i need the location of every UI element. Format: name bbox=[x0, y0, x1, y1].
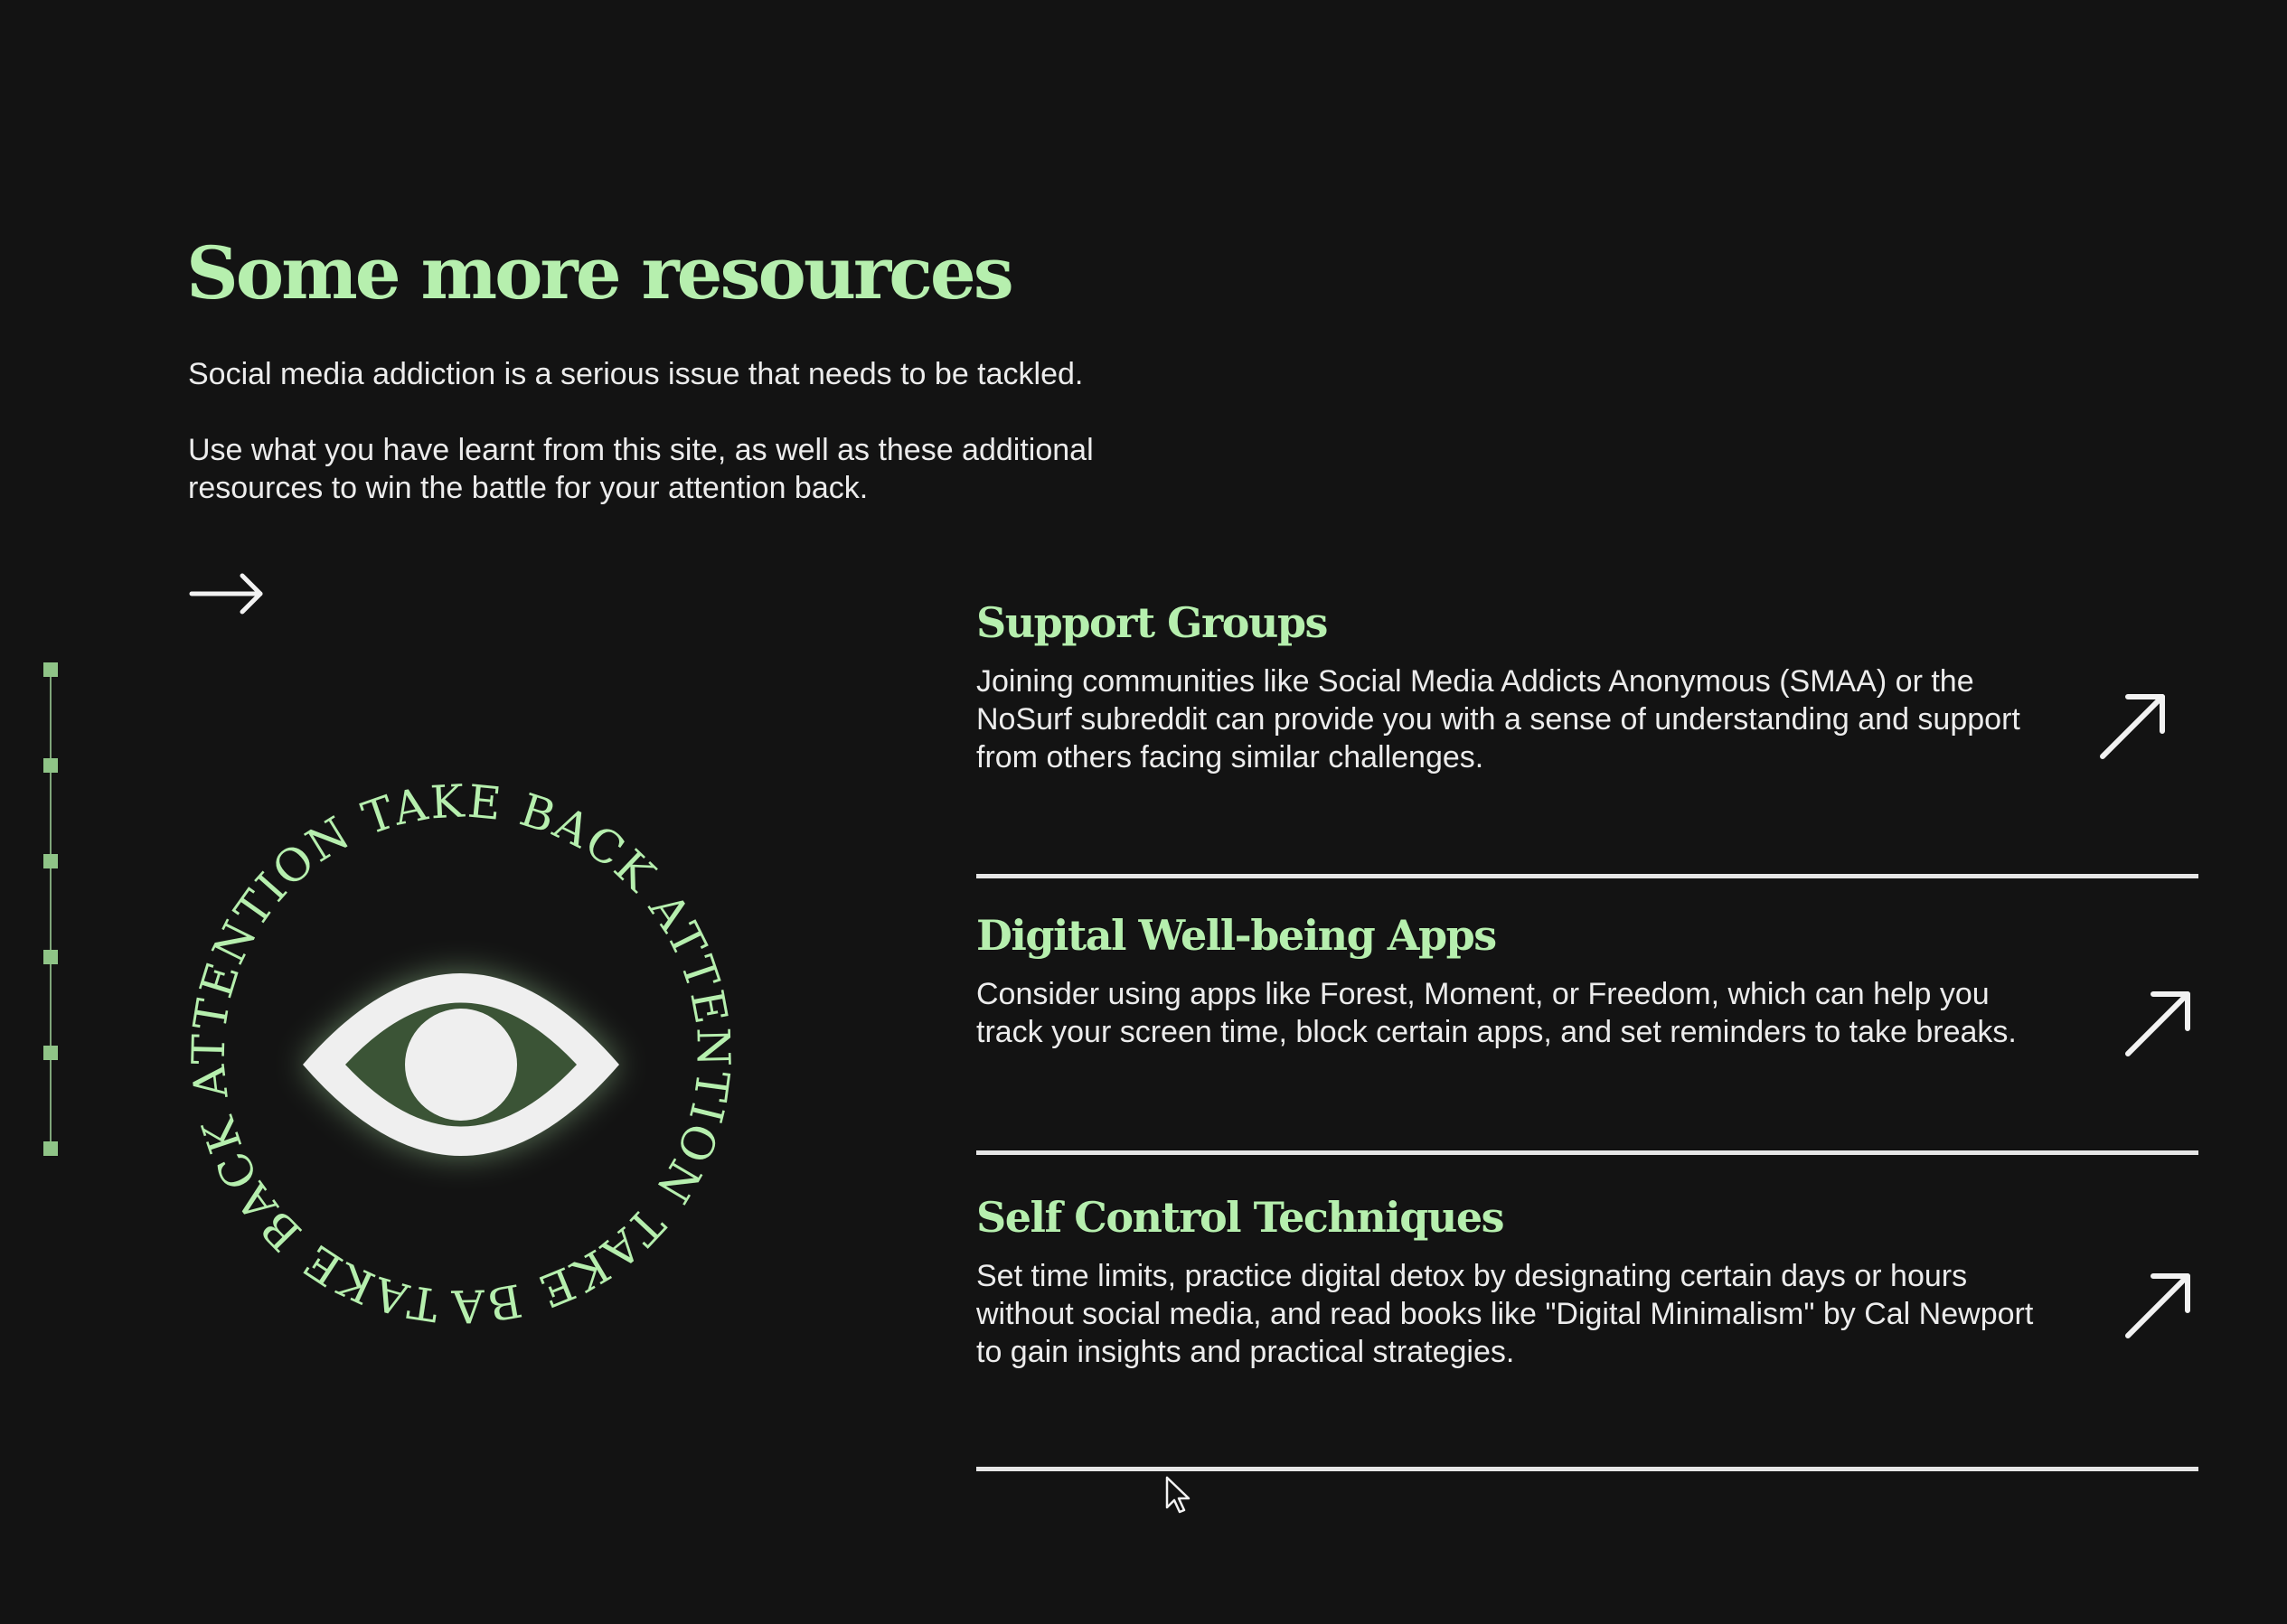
pager-dot[interactable] bbox=[43, 662, 58, 677]
pager-dot[interactable] bbox=[43, 854, 58, 868]
ring-text-path: TAKE BACK ATTENTION TAKE BACK ATTENTION TAKE BACK ATTENTION bbox=[124, 774, 740, 1333]
arrow-up-right-icon[interactable] bbox=[2122, 1271, 2193, 1341]
intro-text: Social media addiction is a serious issue that needs to be tackled. bbox=[188, 357, 1084, 391]
resource-self-control-techniques bbox=[976, 1155, 2198, 1471]
resource-list bbox=[976, 578, 2198, 1471]
take-back-attention-badge bbox=[124, 774, 740, 1333]
section-pager bbox=[42, 661, 60, 1167]
pager-dot[interactable] bbox=[43, 950, 58, 964]
pager-dot[interactable] bbox=[43, 758, 58, 773]
resource-description: Set time limits, practice digital detox by designating certain days or hours without social media, and read books like "Digital Minimalism" by Cal Newport to gain insights and practical strategies. bbox=[976, 1259, 2034, 1370]
page-title: Some more resources bbox=[186, 230, 1012, 315]
resource-title: Self Control Techniques bbox=[976, 1193, 1504, 1242]
resource-title: Digital Well-being Apps bbox=[976, 911, 1496, 960]
intro-text-secondary: Use what you have learnt from this site, as well as these additional resources to win the battle for your attention back. bbox=[188, 433, 1094, 505]
resource-description: Joining communities like Social Media Addicts Anonymous (SMAA) or the NoSurf subreddit can provide you with a sense of understanding and support from others facing similar challenges. bbox=[976, 664, 2020, 775]
eye-icon bbox=[303, 973, 619, 1156]
resource-support-groups bbox=[976, 578, 2198, 878]
resource-description: Consider using apps like Forest, Moment, or Freedom, which can help you track your screen time, block certain apps, and set reminders to take breaks. bbox=[976, 977, 2017, 1050]
pager-dot[interactable] bbox=[43, 1046, 58, 1060]
mouse-pointer-icon bbox=[1164, 1475, 1191, 1515]
resource-title: Support Groups bbox=[976, 598, 1327, 647]
pager-dot[interactable] bbox=[43, 1141, 58, 1156]
arrow-up-right-icon[interactable] bbox=[2097, 691, 2168, 762]
pager-line bbox=[50, 670, 52, 1149]
arrow-right-icon[interactable] bbox=[188, 568, 266, 620]
resource-digital-wellbeing-apps bbox=[976, 878, 2198, 1155]
arrow-up-right-icon[interactable] bbox=[2122, 989, 2193, 1059]
